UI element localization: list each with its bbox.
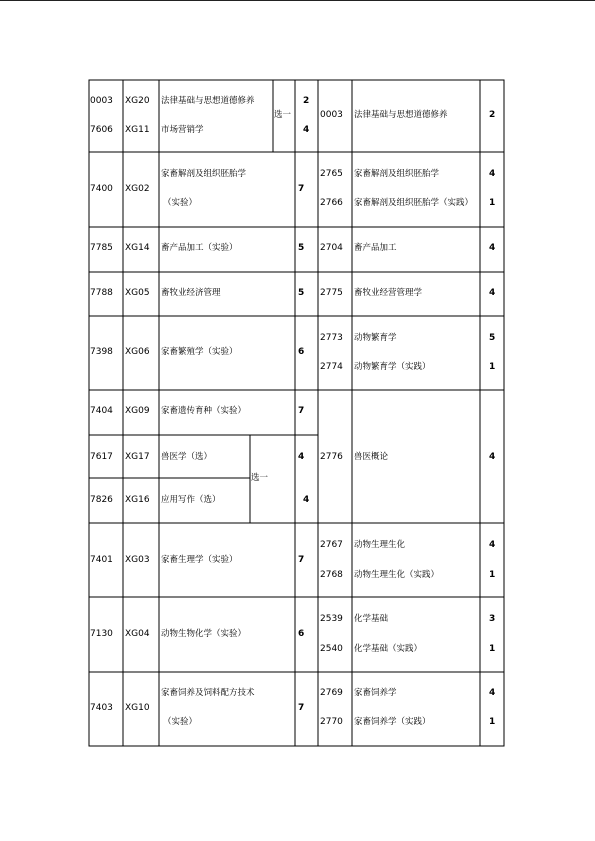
row9-left-name-line1: 家畜饲养及饲料配方技术 — [161, 688, 255, 698]
row2-right-credits-1: 4 — [489, 169, 496, 179]
row9-right-name-1: 家畜饲养学 — [354, 688, 397, 698]
row6-left-course-code-1: XG09 — [125, 406, 150, 416]
row7-right-code-2: 2768 — [320, 570, 343, 580]
row6-left-code-2: 7617 — [90, 452, 113, 462]
row5-left-course-code: XG06 — [125, 347, 150, 357]
row2-left-credits: 7 — [298, 184, 305, 194]
row3-left-code: 7785 — [90, 243, 113, 253]
row9-left-code: 7403 — [90, 703, 113, 713]
row6-choice-label: 选一 — [251, 473, 269, 483]
row9-right-credits-2: 1 — [489, 717, 496, 727]
row3-left-credits: 5 — [298, 243, 305, 253]
row6-right-name: 兽医概论 — [354, 452, 389, 462]
row3-left-name: 畜产品加工（实验） — [161, 243, 238, 253]
row4-left-code: 7788 — [90, 288, 113, 298]
row4-left-course-code: XG05 — [125, 288, 150, 298]
row3-right-code: 2704 — [320, 243, 343, 253]
row7-right-name-2: 动物生理生化（实践） — [354, 570, 440, 580]
row1-left-course-code-2: XG11 — [125, 125, 150, 135]
row5-left-code: 7398 — [90, 347, 113, 357]
row5-right-name-1: 动物繁育学 — [354, 333, 397, 343]
row2-right-code-2: 2766 — [320, 198, 343, 208]
row2-left-name-line2: （实验） — [163, 198, 198, 208]
row5-left-name: 家畜繁殖学（实验） — [161, 347, 238, 357]
row3-right-credits: 4 — [489, 243, 496, 253]
row1-left-course-code-1: XG20 — [125, 96, 150, 106]
row6-left-course-code-2: XG17 — [125, 452, 150, 462]
row7-right-credits-1: 4 — [489, 540, 496, 550]
row4-right-name: 畜牧业经营管理学 — [354, 288, 423, 298]
row7-left-credits: 7 — [298, 555, 305, 565]
row5-right-code-1: 2773 — [320, 333, 343, 343]
row6-right-code: 2776 — [320, 452, 343, 462]
row9-left-name-line2: （实验） — [163, 717, 198, 727]
row9-right-credits-1: 4 — [489, 688, 496, 698]
row8-left-code: 7130 — [90, 629, 113, 639]
row6-left-credits-1: 7 — [298, 406, 305, 416]
row4-right-code: 2775 — [320, 288, 343, 298]
row2-left-course-code: XG02 — [125, 184, 150, 194]
row6-left-name-2: 兽医学（选） — [161, 452, 213, 462]
row5-right-credits-2: 1 — [489, 362, 496, 372]
row3-left-course-code: XG14 — [125, 243, 150, 253]
row7-right-code-1: 2767 — [320, 540, 343, 550]
row1-left-credits-1: 2 — [303, 96, 310, 106]
row8-right-code-1: 2539 — [320, 614, 343, 624]
row2-right-credits-2: 1 — [489, 198, 496, 208]
row1-right-name: 法律基础与思想道德修养 — [354, 110, 448, 120]
row6-left-course-code-3: XG16 — [125, 495, 150, 505]
row5-left-credits: 6 — [298, 347, 305, 357]
row8-right-credits-1: 3 — [489, 614, 496, 624]
row9-right-code-2: 2770 — [320, 717, 343, 727]
row2-left-name-line1: 家畜解剖及组织胚胎学 — [161, 169, 247, 179]
row1-left-credits-2: 4 — [303, 125, 310, 135]
row3-right-name: 畜产品加工 — [354, 243, 397, 253]
row1-left-code-2: 7606 — [90, 125, 113, 135]
row6-left-credits-3: 4 — [303, 495, 310, 505]
row8-right-name-1: 化学基础 — [354, 614, 389, 624]
row1-left-code-1: 0003 — [90, 96, 113, 106]
row7-left-code: 7401 — [90, 555, 113, 565]
row6-left-name-1: 家畜遗传育种（实验） — [161, 406, 247, 416]
row1-right-credits: 2 — [489, 110, 496, 120]
row1-left-name-2: 市场营销学 — [161, 125, 204, 135]
table-border — [89, 80, 504, 746]
row2-right-code-1: 2765 — [320, 169, 343, 179]
row9-left-course-code: XG10 — [125, 703, 150, 713]
row7-right-name-1: 动物生理生化 — [354, 540, 406, 550]
row1-left-name-1: 法律基础与思想道德修养 — [161, 96, 255, 106]
row6-left-code-3: 7826 — [90, 495, 113, 505]
row8-left-credits: 6 — [298, 629, 305, 639]
row5-right-name-2: 动物繁育学（实践） — [354, 362, 431, 372]
row7-right-credits-2: 1 — [489, 570, 496, 580]
row9-right-code-1: 2769 — [320, 688, 343, 698]
row6-left-code-1: 7404 — [90, 406, 113, 416]
row5-right-code-2: 2774 — [320, 362, 343, 372]
row8-right-credits-2: 1 — [489, 644, 496, 654]
row2-right-name-1: 家畜解剖及组织胚胎学 — [354, 169, 440, 179]
row1-right-code: 0003 — [320, 110, 343, 120]
row5-right-credits-1: 5 — [489, 333, 496, 343]
row2-left-code: 7400 — [90, 184, 113, 194]
row6-left-name-3: 应用写作（选） — [161, 495, 221, 505]
row7-left-course-code: XG03 — [125, 555, 150, 565]
row8-right-code-2: 2540 — [320, 644, 343, 654]
row4-left-credits: 5 — [298, 288, 305, 298]
row2-right-name-2: 家畜解剖及组织胚胎学（实践） — [354, 198, 474, 208]
row8-left-name: 动物生物化学（实验） — [161, 629, 247, 639]
row7-left-name: 家畜生理学（实验） — [161, 555, 238, 565]
row4-left-name: 畜牧业经济管理 — [161, 288, 221, 298]
row1-choice-label: 选一 — [274, 110, 292, 120]
row9-left-credits: 7 — [298, 703, 305, 713]
row6-left-credits-2: 4 — [298, 452, 305, 462]
row9-right-name-2: 家畜饲养学（实践） — [354, 717, 431, 727]
row6-right-credits: 4 — [489, 452, 496, 462]
row4-right-credits: 4 — [489, 288, 496, 298]
row8-right-name-2: 化学基础（实践） — [354, 644, 423, 654]
row8-left-course-code: XG04 — [125, 629, 150, 639]
